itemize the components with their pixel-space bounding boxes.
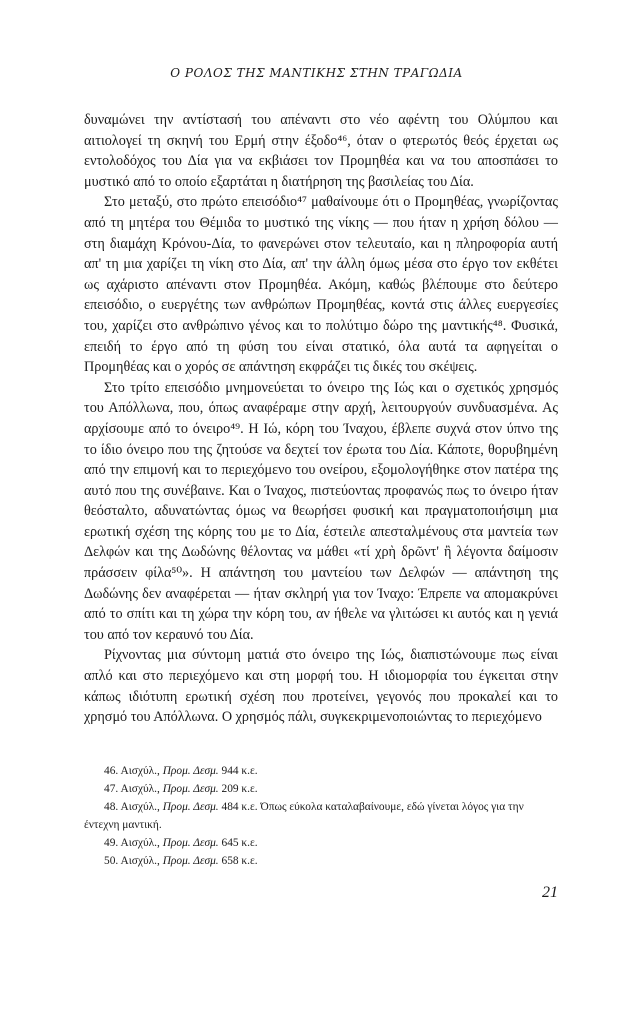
footnote-number: 50.	[104, 855, 119, 867]
footnote-number: 47.	[104, 783, 119, 795]
footnote-ref: 484 κ.ε.	[221, 801, 258, 813]
footnote-ref: 209 κ.ε.	[221, 783, 258, 795]
footnote-work: Προμ. Δεσμ.	[162, 837, 219, 849]
page-number: 21	[542, 884, 558, 901]
footnote-number: 49.	[104, 837, 119, 849]
footnote-author: Αισχύλ.,	[120, 783, 160, 795]
footnote-author: Αισχύλ.,	[120, 837, 160, 849]
footnote-46	[84, 762, 558, 780]
paragraph-2: Στο μεταξύ, στο πρώτο επεισόδιο⁴⁷ μαθαίνουμε ότι ο Προμηθέας, γνωρίζοντας από τη μητέρα του Θέμιδα το μυστικό της νίκης — που ήταν η χρήση δόλου — στη διαμάχη Κρόνου-Δία, το φανερώνει στον τελευταίο, και η πληροφορία αυτή απ' τη μια χαρίζει τη νίκη στο Δία, απ' την άλλη όμως μέσα στο έργο τον εκθέτει ως αχάριστο απέναντι στον Προμηθέα. Ακόμη, καθώς βλέπουμε στο δεύτερο επεισόδιο, ο ευεργέτης των ανθρώπων Προμηθέας, κοντά στις άλλες ευεργεσίες του, χαρίζει στο ανθρώπινο γένος και το πολύτιμο δώρο της μαντικής⁴⁸. Φυσικά, επειδή το έργο από τη φύση του είναι στατικό, όλα αυτά τα αφηγείται ο Προμηθέας και ο χορός σε απάντηση εκφράζει τις δικές του σκέψεις.	[84, 194, 558, 376]
footnote-47	[84, 780, 558, 798]
footnote-author: Αισχύλ.,	[120, 801, 160, 813]
paragraph-1: δυναμώνει την αντίστασή του απέναντι στο νέο αφέντη του Ολύμπου και αιτιολογεί τη σκηνή του Ερμή στην έξοδο⁴⁶, όταν ο φτερωτός θεός έρχεται ως εντολοδόχος του Δία για να εκβιάσει τον Προμηθέα και να του αποσπάσει το μυστικό από το οποίο εξαρτάται η διατήρηση της βασιλείας του Δία.	[84, 112, 558, 190]
body-text	[84, 110, 558, 728]
running-head: Ο ΡΟΛΟΣ ΤΗΣ ΜΑΝΤΙΚΗΣ ΣΤΗΝ ΤΡΑΓΩΔΙΑ	[170, 66, 463, 80]
footnote-work: Προμ. Δεσμ.	[162, 801, 219, 813]
footnote-ref: 645 κ.ε.	[221, 837, 258, 849]
paragraph-4: Ρίχνοντας μια σύντομη ματιά στο όνειρο της Ιώς, διαπιστώνουμε πως είναι απλό και στο περιεχόμενο και στη μορφή του. Η ιδιομορφία του έγκειται στην κάπως ιδιότυπη ερωτική σχέση που προτείνει, γεγονός που προκαλεί και το χρησμό του Απόλλωνα. Ο χρησμός πάλι, συγκεκριμενοποιώντας το περιεχόμενο	[84, 647, 558, 726]
footnote-work: Προμ. Δεσμ.	[162, 855, 219, 867]
footnotes	[84, 762, 558, 870]
footnote-50	[84, 852, 558, 870]
footnote-number: 48.	[104, 801, 119, 813]
paragraph-3: Στο τρίτο επεισόδιο μνημονεύεται το όνειρο της Ιώς και ο σχετικός χρησμός του Απόλλωνα, που, όπως αναφέραμε στην αρχή, λειτουργούν συνδυασμένα. Ας αρχίσουμε από το όνειρο⁴⁹. Η Ιώ, κόρη του Ίναχου, έβλεπε συχνά στον ύπνο της το ίδιο όνειρο που της ζητούσε να δεχτεί τον έρωτα του Δία. Κάποτε, θορυβημένη από την επιμονή και το περιεχόμενο του ονείρου, εξομολογήθηκε στον πατέρα της αυτό που της συνέβαινε. Και ο Ίναχος, πιστεύοντας προφανώς πως το όνειρο ήταν θεόσταλτο, αδυνατώντας όμως να θεωρήσει φυσική και πραγματοποιήσιμη μια ερωτική σχέση της κόρης του με το Δία, έστειλε απεσταλμένους στα μαντεία των Δελφών και της Δωδώνης θέλοντας να μάθει «τί χρὴ δρῶντ' ἢ λέγοντα δαίμοσιν πράσσειν φίλα⁵⁰». Η απάντηση του μαντείου των Δελφών — απάντηση της Δωδώνης δεν αναφέρεται — ήταν σκληρή για τον Ίναχο: Έπρεπε να απομακρύνει από το σπίτι και τη χώρα την κόρη του, αν ήθελε να γλιτώσει κι αυτός και η γενιά του από τον κεραυνό του Δία.	[84, 379, 558, 643]
footnote-49	[84, 834, 558, 852]
footnote-work: Προμ. Δεσμ.	[162, 783, 219, 795]
footnote-note: Όπως εύκολα καταλαβαίνουμε, εδώ γίνεται λόγος για την έντεχνη μαντική.	[84, 801, 524, 831]
footnote-ref: 658 κ.ε.	[221, 855, 258, 867]
footnote-number: 46.	[104, 765, 119, 777]
footnote-author: Αισχύλ.,	[120, 765, 160, 777]
footnote-work: Προμ. Δεσμ.	[162, 765, 219, 777]
footnote-48	[84, 798, 558, 834]
footnote-ref: 944 κ.ε.	[221, 765, 258, 777]
footnote-author: Αισχύλ.,	[120, 855, 160, 867]
